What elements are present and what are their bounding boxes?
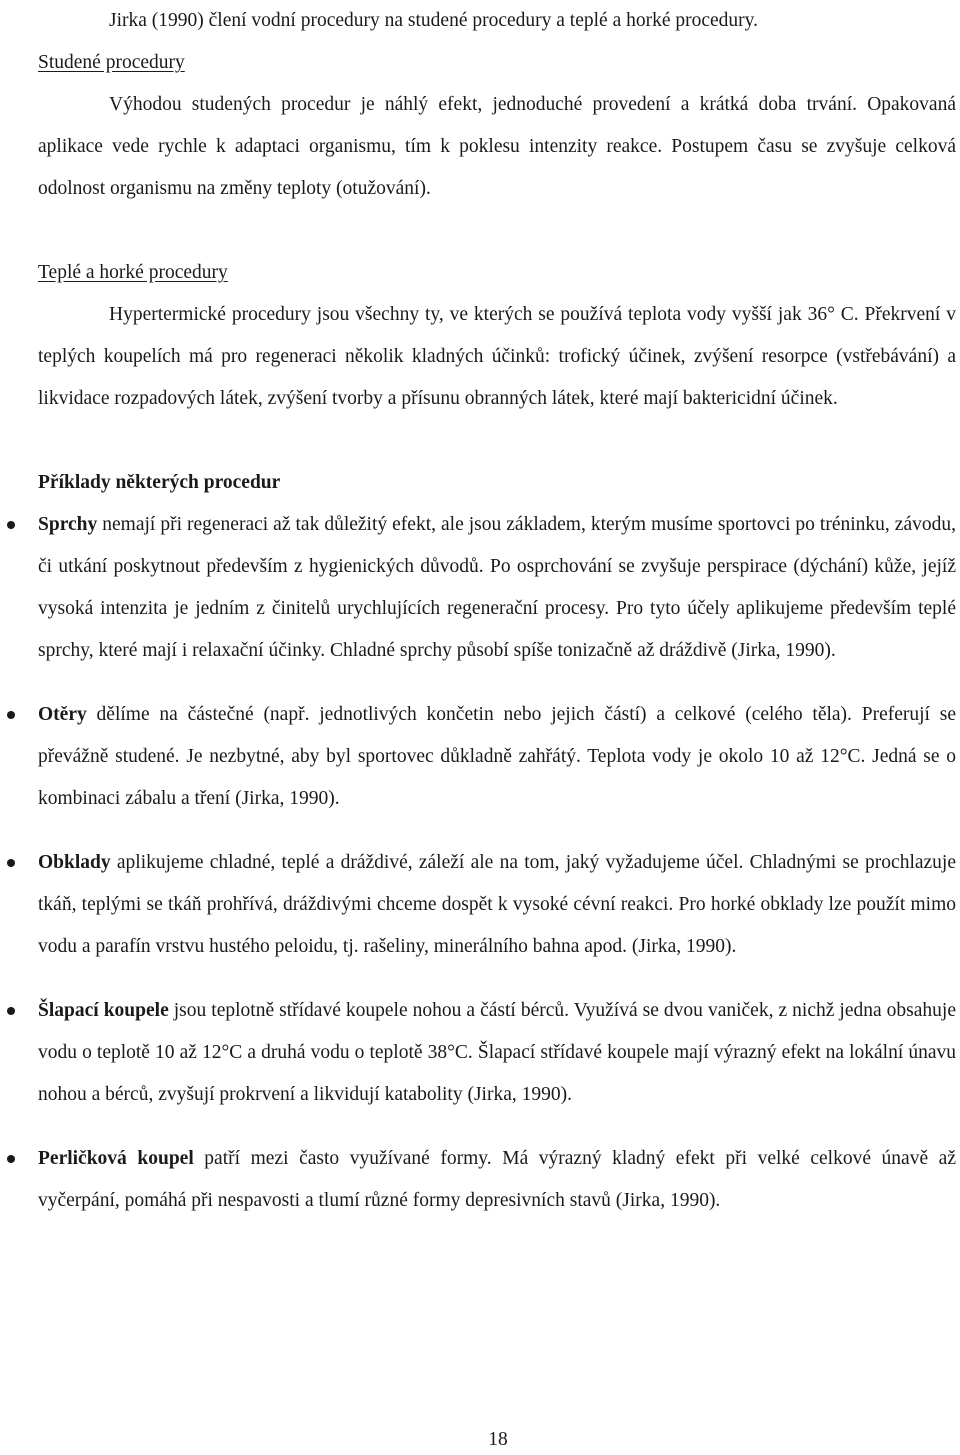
spacer bbox=[38, 420, 956, 462]
bullet-icon bbox=[7, 1007, 15, 1015]
bullet-icon bbox=[7, 521, 15, 529]
item-term: Šlapací koupele bbox=[38, 1000, 169, 1021]
bullet-paragraph bbox=[38, 504, 956, 672]
bullet-paragraph bbox=[38, 694, 956, 820]
item-text: patří mezi často využívané formy. Má výrazný kladný efekt při velké celkové únavě až vyčerpání, pomáhá při nespavosti a tlumí různé formy depresivních stavů (Jirka, 1990). bbox=[38, 1148, 956, 1211]
warm-paragraph: Hypertermické procedury jsou všechny ty, ve kterých se používá teplota vody vyšší jak 36° C. Překrvení v teplých koupelích má pro regeneraci několik kladných účinků: trofický účinek, zvýšení resorpce (vstřebávání) a likvidace rozpadových látek, zvýšení tvorby a přísunu obranných látek, které mají baktericidní účinek. bbox=[38, 304, 956, 409]
bullet-icon bbox=[7, 859, 15, 867]
document-page bbox=[38, 0, 956, 1244]
cold-paragraph: Výhodou studených procedur je náhlý efekt, jednoduché provedení a krátká doba trvání. Opakovaná aplikace vede rychle k adaptaci organismu, tím k poklesu intenzity reakce. Postupem času se zvyšuje celková odolnost organismu na změny teploty (otužování). bbox=[38, 94, 956, 199]
bullet-paragraph bbox=[38, 1138, 956, 1222]
item-text: dělíme na částečné (např. jednotlivých končetin nebo jejich částí) a celkové (celého těla). Preferují se převážně studené. Je nezbytné, aby byl sportovec důkladně zahřátý. Teplota vody je okolo 10 až 12°C. Jedná se o kombinaci zábalu a tření (Jirka, 1990). bbox=[38, 704, 956, 809]
section-heading-cold: Studené procedury bbox=[38, 52, 185, 73]
bullet-icon bbox=[7, 711, 15, 719]
list-item bbox=[38, 1138, 956, 1222]
list-item bbox=[38, 842, 956, 968]
item-text: aplikujeme chladné, teplé a dráždivé, záleží ale na tom, jaký vyžadujeme účel. Chladnými se prochlazuje tkáň, teplými se tkáň prohřívá, dráždivými chceme dospět k vysoké cévní reakci. Pro horké obklady lze použít mimo vodu a parafín vrstvu hustého peloidu, tj. rašeliny, minerálního bahna apod. (Jirka, 1990). bbox=[38, 852, 956, 957]
item-text: nemají při regeneraci až tak důležitý efekt, ale jsou základem, kterým musíme sportovci po tréninku, závodu, či utkání poskytnout především z hygienických důvodů. Po osprchování se zvyšuje perspirace (dýchání) kůže, jejíž vysoká intenzita je jedním z činitelů urychlujících regenerační procesy. Pro tyto účely aplikujeme především teplé sprchy, které mají i relaxační účinky. Chladné sprchy působí spíše tonizačně až dráždivě (Jirka, 1990). bbox=[38, 514, 956, 661]
examples-heading: Příklady některých procedur bbox=[38, 472, 281, 493]
item-term: Otěry bbox=[38, 704, 87, 725]
page-number: 18 bbox=[488, 1429, 508, 1450]
item-term: Obklady bbox=[38, 852, 111, 873]
bullet-paragraph bbox=[38, 990, 956, 1116]
list-item bbox=[38, 694, 956, 820]
spacer bbox=[38, 210, 956, 252]
intro-paragraph: Jirka (1990) člení vodní procedury na studené procedury a teplé a horké procedury. bbox=[109, 10, 759, 31]
bullet-paragraph bbox=[38, 842, 956, 968]
item-term: Perličková koupel bbox=[38, 1148, 194, 1169]
list-item bbox=[38, 504, 956, 672]
list-item bbox=[38, 990, 956, 1116]
bullet-icon bbox=[7, 1155, 15, 1163]
item-term: Sprchy bbox=[38, 514, 98, 535]
item-text: jsou teplotně střídavé koupele nohou a částí bérců. Využívá se dvou vaniček, z nichž jedna obsahuje vodu o teplotě 10 až 12°C a druhá vodu o teplotě 38°C. Šlapací střídavé koupele mají výrazný efekt na lokální únavu nohou a bérců, zvyšují prokrvení a likvidují katabolity (Jirka, 1990). bbox=[38, 1000, 956, 1105]
section-heading-warm: Teplé a horké procedury bbox=[38, 262, 228, 283]
